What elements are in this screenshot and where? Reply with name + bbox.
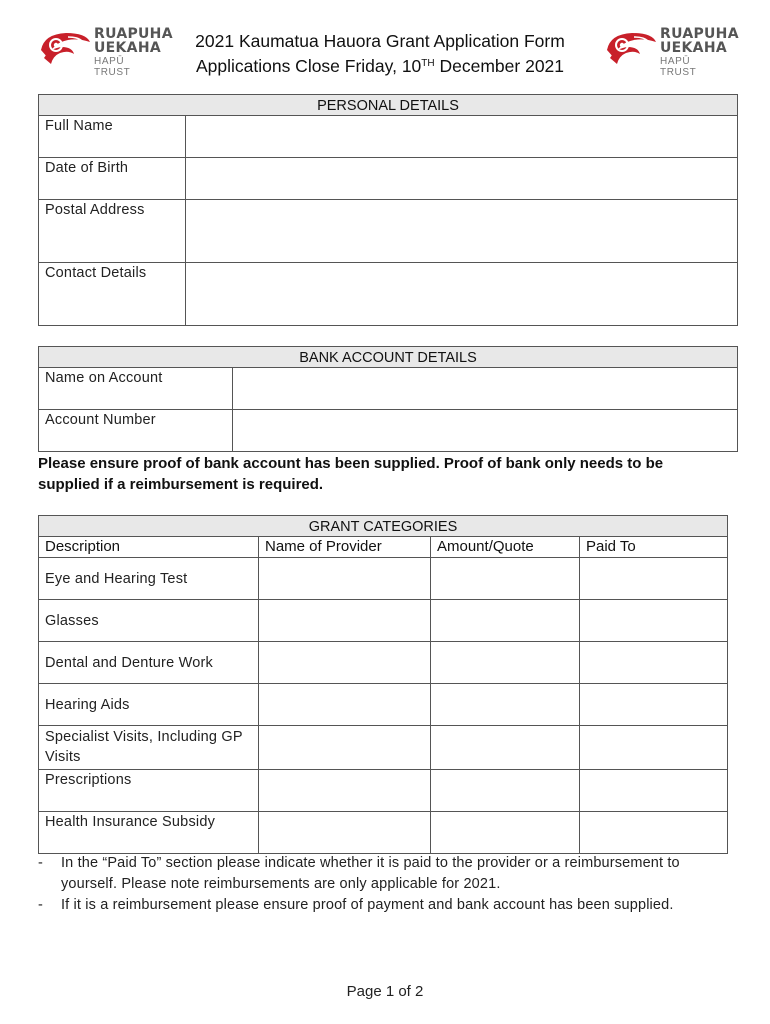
full-name-field[interactable] [186, 116, 738, 158]
deadline-ordinal: TH [421, 58, 435, 69]
table-row [39, 642, 728, 684]
column-provider: Name of Provider [259, 537, 431, 558]
column-amount: Amount/Quote [431, 537, 580, 558]
deadline-text-end: December 2021 [434, 56, 565, 76]
amount-cell[interactable] [431, 770, 580, 812]
amount-cell[interactable] [431, 812, 580, 854]
bullet-dash: - [38, 855, 43, 871]
table-row [39, 770, 728, 812]
logo-text-line1: RUAPUHA [660, 26, 739, 42]
logo-text-line2: UEKAHA [660, 40, 727, 56]
deadline-text: Applications Close Friday, 10 [195, 56, 422, 76]
list-item [38, 895, 738, 916]
paid-to-instruction: In the “Paid To” section please indicate whether it is paid to the provider or a reimbursement to yourself. Please note reimbursements are only applicable for 2021. [61, 855, 680, 892]
category-health-insurance: Health Insurance Subsidy [39, 812, 259, 854]
date-of-birth-field[interactable] [186, 158, 738, 200]
paid-to-cell[interactable] [580, 684, 728, 726]
column-description: Description [39, 537, 259, 558]
contact-details-field[interactable] [186, 263, 738, 326]
paid-to-cell[interactable] [580, 726, 728, 770]
amount-cell[interactable] [431, 600, 580, 642]
grant-categories-table [38, 515, 728, 854]
page-number: Page 1 of 2 [346, 983, 424, 1000]
table-row [39, 684, 728, 726]
account-number-field[interactable] [233, 410, 738, 452]
provider-cell[interactable] [259, 558, 431, 600]
provider-cell[interactable] [259, 600, 431, 642]
category-dental: Dental and Denture Work [39, 642, 259, 684]
personal-details-table [38, 94, 738, 326]
form-deadline [170, 56, 590, 77]
amount-cell[interactable] [431, 726, 580, 770]
table-row [39, 558, 728, 600]
provider-cell[interactable] [259, 726, 431, 770]
provider-cell[interactable] [259, 642, 431, 684]
bank-account-table [38, 346, 738, 452]
provider-cell[interactable] [259, 684, 431, 726]
paid-to-cell[interactable] [580, 812, 728, 854]
table-row [39, 726, 728, 770]
logo-text-line1: RUAPUHA [94, 26, 173, 42]
bank-account-heading: BANK ACCOUNT DETAILS [39, 347, 738, 368]
table-row [39, 812, 728, 854]
grant-categories-heading: GRANT CATEGORIES [39, 516, 728, 537]
postal-address-field[interactable] [186, 200, 738, 263]
category-hearing-aids: Hearing Aids [39, 684, 259, 726]
provider-cell[interactable] [259, 770, 431, 812]
amount-cell[interactable] [431, 684, 580, 726]
full-name-label: Full Name [39, 116, 186, 158]
date-of-birth-label: Date of Birth [39, 158, 186, 200]
paid-to-cell[interactable] [580, 642, 728, 684]
logo-text-line2: UEKAHA [94, 40, 161, 56]
reimbursement-instruction: If it is a reimbursement please ensure proof of payment and bank account has been supplied. [61, 897, 674, 913]
category-specialist-visits: Specialist Visits, Including GP Visits [39, 726, 259, 770]
amount-cell[interactable] [431, 642, 580, 684]
category-eye-hearing-test: Eye and Hearing Test [39, 558, 259, 600]
bank-proof-note: Please ensure proof of bank account has been supplied. Proof of bank only needs to be supplied if a reimbursement is required. [38, 455, 664, 493]
trust-logo-left [38, 26, 173, 78]
account-number-label: Account Number [39, 410, 233, 452]
contact-details-label: Contact Details [39, 263, 186, 326]
logo-text-line3: HAPŪ TRUST [660, 56, 697, 78]
category-glasses: Glasses [39, 600, 259, 642]
paid-to-cell[interactable] [580, 600, 728, 642]
provider-cell[interactable] [259, 812, 431, 854]
postal-address-label: Postal Address [39, 200, 186, 263]
form-title: 2021 Kaumatua Hauora Grant Application Form [195, 31, 565, 51]
list-item [38, 853, 738, 895]
logo-text-line3: HAPŪ TRUST [94, 56, 131, 78]
koru-logo-icon [38, 28, 92, 68]
bullet-dash: - [38, 897, 43, 913]
paid-to-cell[interactable] [580, 558, 728, 600]
account-name-field[interactable] [233, 368, 738, 410]
trust-logo-right [604, 26, 739, 78]
paid-to-cell[interactable] [580, 770, 728, 812]
amount-cell[interactable] [431, 558, 580, 600]
account-name-label: Name on Account [39, 368, 233, 410]
koru-logo-icon [604, 28, 658, 68]
category-prescriptions: Prescriptions [39, 770, 259, 812]
instructions-list [38, 853, 738, 916]
table-row [39, 600, 728, 642]
personal-details-heading: PERSONAL DETAILS [39, 95, 738, 116]
column-paid-to: Paid To [580, 537, 728, 558]
